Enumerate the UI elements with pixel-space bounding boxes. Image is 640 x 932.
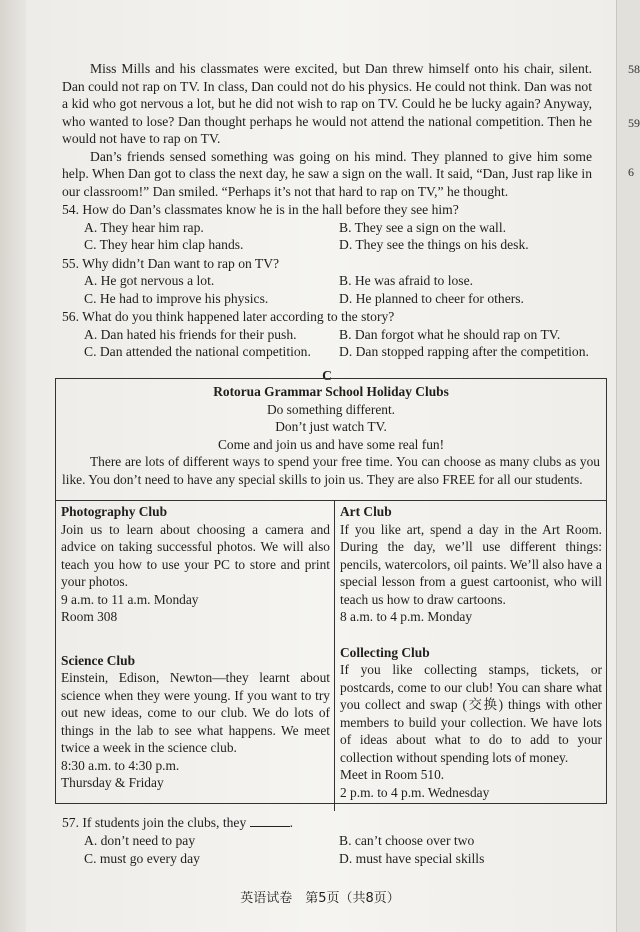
passage-paragraph: Miss Mills and his classmates were excited, but Dan threw himself onto his chair, silent. Dan could not rap on TV. In class, Dan could not do his physics. He could not think. Dan was not a kid who got nervous a lot, but he did not wish to rap on TV. Could he be lucky again? Anyway, who wanted to lose? Dan thought perhaps he would not attend the national competition. Then he would not have to rap on TV. — [62, 61, 592, 146]
answer-blank[interactable] — [250, 814, 290, 827]
option-a[interactable]: A. They hear him rap. — [84, 219, 204, 235]
page-footer: 英语试卷 第5页（共8页） — [240, 891, 400, 906]
question-stem — [62, 814, 592, 832]
club-time: 8:30 a.m. to 4:30 p.m. — [61, 757, 180, 773]
science-club — [61, 652, 330, 792]
club-title: Photography Club — [61, 504, 168, 519]
club-title: Science Club — [61, 652, 136, 668]
art-club — [340, 503, 602, 626]
club-days: Thursday & Friday — [61, 775, 164, 790]
club-description: If you like collecting stamps, tickets, or postcards, come to our club! You can share what you collect and swap (交换) things with other members to build your collection. We have lots of ideas about what to do to add to your collection without spending lots of money. — [340, 662, 602, 765]
margin-number: 6 — [628, 165, 634, 179]
club-time: 2 p.m. to 4 p.m. Wednesday — [340, 784, 490, 800]
option-c[interactable]: C. They hear him clap hands. — [84, 237, 244, 252]
tagline: Come and join us and have some real fun! — [217, 436, 445, 452]
question-stem-text: 57. If students join the clubs, they — [62, 815, 247, 830]
option-d[interactable]: D. Dan stopped rapping after the competition. — [339, 344, 589, 359]
tagline: Do something different. — [266, 401, 396, 417]
margin-number: 59 — [628, 116, 640, 130]
clubs-right-column — [335, 501, 606, 811]
club-place: Room 308 — [61, 609, 118, 624]
question-56 — [62, 308, 592, 361]
option-b[interactable]: B. can’t choose over two — [339, 833, 475, 848]
club-title: Collecting Club — [340, 644, 430, 660]
option-d[interactable]: D. must have special skills — [339, 851, 485, 866]
section-letter: C — [322, 367, 332, 383]
holiday-clubs-notice — [55, 378, 607, 804]
club-title: Art Club — [340, 504, 392, 519]
photography-club — [61, 503, 330, 626]
option-c[interactable]: C. Dan attended the national competition. — [84, 344, 311, 359]
option-a[interactable]: A. don’t need to pay — [84, 833, 196, 848]
clubs-left-column — [56, 501, 335, 811]
passage-b — [62, 60, 592, 384]
option-b[interactable]: B. They see a sign on the wall. — [339, 219, 506, 235]
club-description: If you like art, spend a day in the Art Room. During the day, we’ll use different things: pencils, watercolors, oil paints. We’ll also have a special lesson from a guest cartoonist, who will teach us how to draw cartoons. — [340, 521, 602, 607]
option-b[interactable]: B. He was afraid to lose. — [339, 273, 474, 288]
club-place: Meet in Room 510. — [340, 767, 445, 782]
club-description: Join us to learn about choosing a camera and advice on taking successful photos. We will also teach you how to use your PC to store and print your photos. — [61, 521, 330, 589]
passage-paragraph: Dan’s friends sensed something was going on his mind. They planned to give him some help. When Dan got to class the next day, he saw a sign on the wall. It said, “Dan, Just rap like in our classroom!” Dan smiled. “Perhaps it’s not that hard to rap on TV,” he thought. — [62, 148, 592, 199]
question-54 — [62, 201, 592, 254]
page-left-shadow — [0, 0, 26, 932]
option-b[interactable]: B. Dan forgot what he should rap on TV. — [339, 326, 561, 342]
option-d[interactable]: D. They see the things on his desk. — [339, 237, 529, 252]
question-57 — [62, 814, 592, 868]
club-time: 9 a.m. to 11 a.m. Monday — [61, 591, 199, 607]
option-c[interactable]: C. must go every day — [84, 851, 200, 866]
club-time: 8 a.m. to 4 p.m. Monday — [340, 609, 473, 624]
option-c[interactable]: C. He had to improve his physics. — [84, 290, 269, 306]
option-d[interactable]: D. He planned to cheer for others. — [339, 290, 524, 306]
notice-title: Rotorua Grammar School Holiday Clubs — [213, 384, 449, 399]
stem-end: . — [289, 815, 294, 830]
option-a[interactable]: A. Dan hated his friends for their push. — [84, 326, 297, 342]
notice-intro: There are lots of different ways to spend your free time. You can choose as many clubs as you like. You don’t need to have any special skills to join us. They are also FREE for all our students. — [62, 454, 600, 487]
option-a[interactable]: A. He got nervous a lot. — [84, 273, 215, 288]
question-stem: 55. Why didn’t Dan want to rap on TV? — [62, 255, 280, 271]
club-description: Einstein, Edison, Newton—they learnt about science when they were young. If you want to try out new ideas, come to our club. We do lots of things in the lab to see what happens. We meet twice a week in the science club. — [61, 670, 330, 755]
margin-number: 58 — [628, 62, 640, 76]
notice-header — [56, 379, 606, 501]
question-stem: 54. How do Dan’s classmates know he is in the hall before they see him? — [62, 202, 459, 217]
adjacent-page-edge — [616, 0, 640, 932]
collecting-club — [340, 644, 602, 802]
tagline: Don’t just watch TV. — [275, 419, 387, 434]
question-55 — [62, 255, 592, 308]
question-stem: 56. What do you think happened later according to the story? — [62, 309, 395, 324]
